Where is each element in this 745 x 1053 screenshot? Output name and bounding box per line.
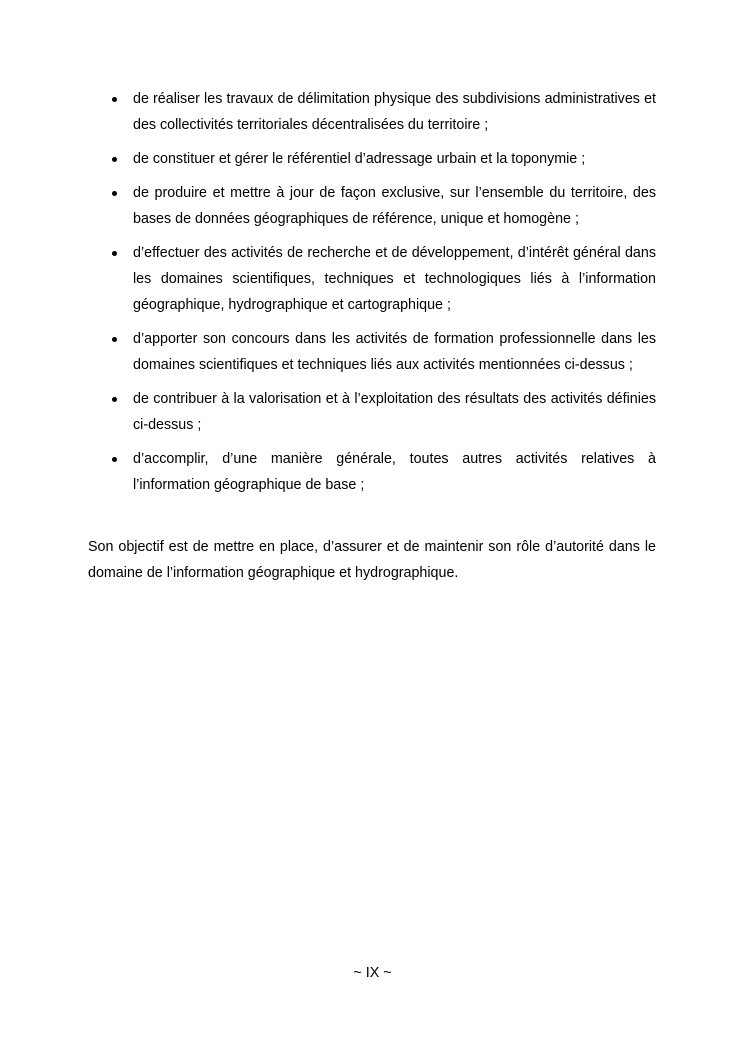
bullet-item-5 [88, 326, 656, 378]
bullet-dot-icon [112, 397, 117, 402]
bullet-text: d’apporter son concours dans les activités de formation professionnelle dans les domaines scientifiques et techniques liés aux activités mentionnées ci-dessus ; [133, 331, 656, 373]
bullet-dot-icon [112, 97, 117, 102]
bullet-item-1 [88, 86, 656, 138]
bullet-text: de contribuer à la valorisation et à l’exploitation des résultats des activités définies ci-dessus ; [133, 391, 656, 433]
bullet-item-6 [88, 386, 656, 438]
bullet-dot-icon [112, 251, 117, 256]
bullet-item-7 [88, 446, 656, 498]
bullet-dot-icon [112, 157, 117, 162]
activity-bullet-list [88, 86, 656, 506]
page-number: ~ IX ~ [353, 965, 392, 981]
bullet-dot-icon [112, 191, 117, 196]
bullet-text: d’effectuer des activités de recherche et de développement, d’intérêt général dans les domaines scientifiques, techniques et technologiques liés à l’information géographique, hydrographique et cartographique ; [133, 245, 656, 313]
bullet-item-2 [88, 146, 656, 172]
bullet-text: de réaliser les travaux de délimitation physique des subdivisions administratives et des collectivités territoriales décentralisées du territoire ; [133, 91, 656, 133]
bullet-dot-icon [112, 337, 117, 342]
bullet-item-4 [88, 240, 656, 318]
bullet-text: de constituer et gérer le référentiel d’adressage urbain et la toponymie ; [133, 151, 586, 167]
bullet-item-3 [88, 180, 656, 232]
bullet-text: de produire et mettre à jour de façon exclusive, sur l’ensemble du territoire, des bases de données géographiques de référence, unique et homogène ; [133, 185, 656, 227]
objective-paragraph: Son objectif est de mettre en place, d’assurer et de maintenir son rôle d’autorité dans le domaine de l’information géographique et hydrographique. [88, 539, 656, 581]
bullet-text: d’accomplir, d’une manière générale, toutes autres activités relatives à l’information géographique de base ; [133, 451, 656, 493]
bullet-dot-icon [112, 457, 117, 462]
